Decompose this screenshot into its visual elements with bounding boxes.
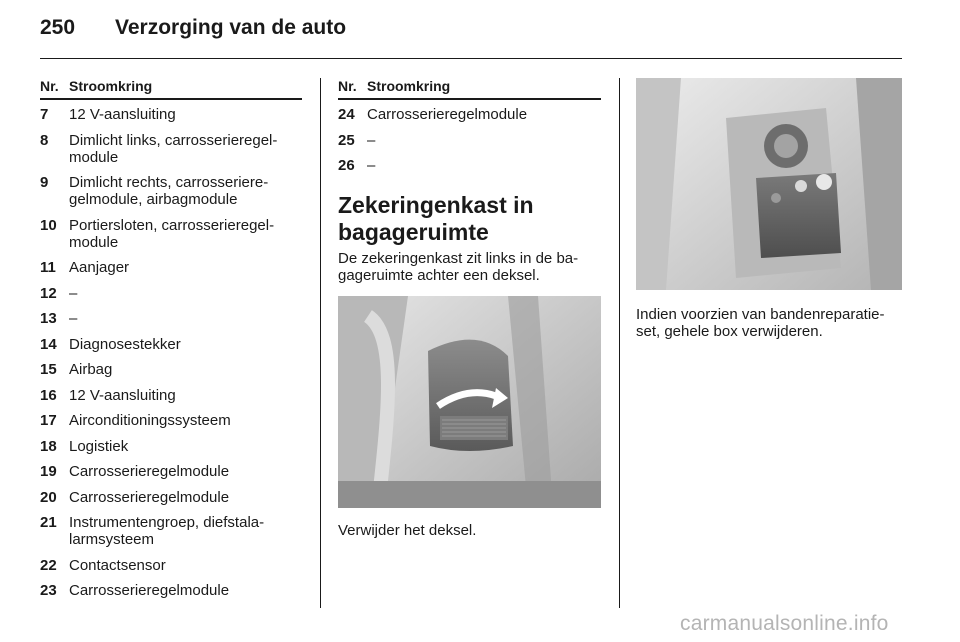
section-title: Zekeringenkast in bagageruimte (338, 192, 534, 245)
column-divider (320, 78, 321, 608)
circuit-name: – (69, 284, 78, 302)
col-nr-header: Nr. (338, 78, 357, 94)
fuse-number: 20 (40, 488, 57, 506)
fuse-number: 18 (40, 437, 57, 455)
table-row (40, 217, 302, 251)
table-row (338, 132, 601, 149)
circuit-name: Aanjager (69, 259, 130, 276)
fuse-number: 22 (40, 556, 57, 574)
circuit-name: – (367, 157, 376, 174)
table-row (338, 157, 601, 174)
circuit-name: Carrosserieregelmodule (69, 582, 230, 599)
table-row (40, 489, 302, 506)
page-number: 250 (40, 16, 76, 39)
fuse-number: 10 (40, 216, 57, 234)
fuse-number: 15 (40, 361, 57, 378)
fuse-number: 12 (40, 284, 57, 302)
section-intro: De zekeringenkast zit links in de bagageruimte achter een deksel. (338, 250, 579, 284)
col-nr-header: Nr. (40, 78, 59, 94)
table-row (40, 174, 302, 208)
circuit-name: Dimlicht links, carrosserieregelmodule (69, 131, 278, 166)
table-row (40, 412, 302, 429)
table-header (40, 78, 302, 100)
fuse-number: 17 (40, 412, 57, 429)
circuit-name: Airbag (69, 361, 113, 378)
table-row (40, 557, 302, 574)
fuse-number: 24 (338, 106, 355, 123)
fuse-number: 23 (40, 582, 57, 599)
fuse-number: 21 (40, 514, 57, 531)
photo-tire-repair-box (636, 78, 902, 290)
circuit-name: – (69, 310, 78, 327)
col-circuit-header: Stroomkring (69, 78, 153, 94)
circuit-name: 12 V-aansluiting (69, 386, 176, 404)
circuit-name: Instrumentengroep, diefstalalarmsysteem (69, 514, 265, 548)
fuse-table-right (338, 78, 601, 539)
fuse-number: 25 (338, 131, 355, 149)
fuse-number: 14 (40, 335, 57, 353)
table-row (40, 310, 302, 327)
table-row (40, 259, 302, 276)
table-row (40, 361, 302, 378)
circuit-name: Carrosserieregelmodule (69, 463, 230, 480)
column-three (636, 78, 902, 340)
circuit-name: Dimlicht rechts, carrosserieregelmodule, airbagmodule (69, 174, 269, 208)
table-row (40, 336, 302, 353)
fuse-number: 11 (40, 259, 56, 276)
circuit-name: Airconditioningssysteem (69, 412, 231, 429)
table-row (40, 582, 302, 599)
photo-caption: Verwijder het deksel. (338, 522, 477, 539)
fuse-number: 13 (40, 310, 57, 327)
circuit-name: Contactsensor (69, 556, 166, 574)
circuit-name: – (367, 131, 376, 149)
table-row (40, 106, 302, 123)
page-header (40, 16, 902, 60)
page-title: Verzorging van de auto (115, 16, 347, 39)
fuse-number: 7 (40, 106, 49, 123)
fuse-number: 26 (338, 157, 355, 174)
table-row (40, 438, 302, 455)
table-row (40, 285, 302, 302)
table-row (40, 514, 302, 548)
circuit-name: 12 V-aansluiting (69, 106, 176, 123)
circuit-name: Carrosserieregelmodule (69, 488, 230, 506)
table-row (338, 106, 601, 123)
circuit-name: Portiersloten, carrosserieregelmodule (69, 216, 275, 251)
fuse-number: 9 (40, 174, 49, 191)
fuse-number: 8 (40, 131, 49, 149)
header-rule (40, 58, 902, 59)
col-circuit-header: Stroomkring (367, 78, 451, 94)
table-row (40, 387, 302, 404)
circuit-name: Logistiek (69, 437, 129, 455)
column-divider (619, 78, 620, 608)
watermark: carmanualsonline.info (680, 612, 889, 635)
tire-repair-text: Indien voorzien van bandenreparatieset, gehele box verwijderen. (636, 306, 885, 340)
circuit-name: Carrosserieregelmodule (367, 106, 528, 123)
table-row (40, 463, 302, 480)
table-header (338, 78, 601, 100)
fuse-table-left (40, 78, 302, 608)
fuse-number: 16 (40, 386, 57, 404)
circuit-name: Diagnosestekker (69, 335, 181, 353)
table-rows (338, 106, 601, 174)
table-row (40, 132, 302, 166)
fuse-number: 19 (40, 463, 57, 480)
table-rows (40, 106, 302, 599)
photo-cargo-cover (338, 296, 601, 508)
